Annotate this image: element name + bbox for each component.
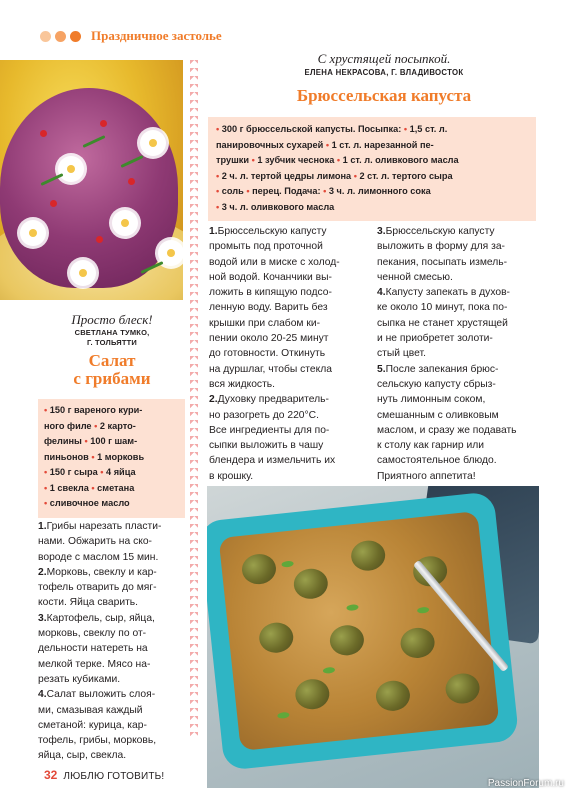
brussels-photo	[207, 486, 539, 788]
step-line: ке около 10 минут, пока по-	[377, 302, 508, 314]
column-divider	[190, 60, 198, 740]
step-line: морковь, свеклу по от-	[38, 628, 147, 640]
step-line: к столу как гарнир или	[377, 440, 484, 452]
bullet-icon: •	[251, 155, 255, 165]
berry-decoration	[100, 120, 107, 127]
step-line: вся жидкость.	[209, 378, 276, 390]
step-line: резать кубиками.	[38, 673, 121, 685]
header-dot-3	[70, 31, 81, 42]
step-line: Приятного аппетита!	[377, 470, 476, 482]
brussels-tagline: С хрустящей посыпкой.	[317, 51, 451, 66]
brussels-ingredients	[208, 117, 536, 221]
salad-tagline: Просто блеск!	[71, 312, 153, 327]
step-line: крышки при слабом ки-	[209, 317, 321, 329]
step-number: 1.	[38, 521, 47, 532]
ingredient-line: • 2 ч. л. тертой цедры лимона • 2 ст. л. тертого сыра	[216, 170, 453, 181]
sprout-shape	[374, 679, 411, 712]
bullet-icon: •	[94, 420, 98, 431]
step-line: кости. Яйца сварить.	[38, 597, 139, 609]
bullet-icon: •	[353, 170, 357, 181]
step-line: в крошку.	[209, 470, 254, 482]
bullet-icon: •	[44, 482, 48, 493]
step-line: нами. Обжарить на ско-	[38, 536, 152, 548]
step-number: 3.	[38, 612, 47, 624]
sprout-shape	[399, 626, 436, 659]
step-line: стый цвет.	[377, 348, 426, 360]
bullet-icon: •	[216, 201, 220, 212]
salad-title-line2: с грибами	[73, 369, 151, 388]
page-footer	[44, 768, 164, 782]
step-line: до готовности. Откинуть	[209, 348, 326, 360]
salad-dome-shape	[0, 88, 178, 288]
step-line: Капусту запекать в духов-	[385, 287, 510, 299]
step-line: и не приобретет золоти-	[377, 333, 493, 345]
step-line: смешанным с оливковым	[377, 409, 499, 421]
salad-author-city: Г. ТОЛЬЯТТИ	[86, 338, 138, 347]
bullet-icon: •	[216, 186, 220, 196]
ingredient-line: пиньонов • 1 морковь	[44, 451, 145, 462]
bullet-icon: •	[91, 482, 95, 493]
herb-leaf	[281, 560, 294, 567]
ingredient-line: • 150 г вареного кури-	[44, 405, 143, 415]
step-line: яйца, сыр, свекла.	[38, 750, 127, 762]
step-line: тофель отварить до мяг-	[38, 582, 157, 594]
step	[209, 392, 369, 407]
egg-flower-decoration	[20, 220, 46, 246]
bullet-icon: •	[216, 124, 220, 134]
section-title: Праздничное застолье	[91, 28, 222, 43]
bullet-icon: •	[44, 498, 48, 508]
ingredient-line: панировочных сухарей • 1 ст. л. нарезанной пе-	[216, 139, 434, 150]
bullet-icon: •	[246, 186, 250, 196]
bullet-icon: •	[44, 405, 48, 415]
herb-leaf	[346, 604, 359, 611]
step	[377, 362, 537, 377]
step-number: 2.	[209, 394, 218, 406]
step	[38, 565, 186, 580]
sprout-shape	[294, 678, 331, 711]
sprout-shape	[292, 567, 329, 600]
step-line: самостоятельное блюдо.	[377, 455, 497, 467]
step-line: сельскую капусту сбрыз-	[377, 378, 496, 390]
berry-decoration	[50, 200, 57, 207]
salad-ingredients	[38, 399, 185, 518]
header-dot-1	[40, 31, 51, 42]
step	[377, 224, 537, 239]
step-line: но разогреть до 220°С.	[209, 409, 319, 421]
sprout-shape	[328, 624, 365, 657]
sprout-shape	[258, 621, 295, 654]
berry-decoration	[40, 130, 47, 137]
step-line: Морковь, свеклу и кар-	[46, 566, 157, 578]
ingredient-line: трушки • 1 зубчик чеснока • 1 ст. л. оливкового масла	[216, 155, 459, 165]
ingredient-line: ного филе • 2 карто-	[44, 420, 136, 431]
bullet-icon: •	[403, 124, 408, 134]
step-line: пекания, посыпать измель-	[377, 256, 508, 268]
brussels-steps-col1	[209, 224, 369, 484]
step-line: мелкой терке. Мясо на-	[38, 658, 151, 670]
step-line: сыпки выложить в чашу	[209, 440, 324, 452]
step-number: 1.	[209, 226, 218, 237]
step-line: тофель, грибы, морковь,	[38, 735, 157, 747]
salad-title	[38, 352, 186, 388]
step-line: Грибы нарезать пласти-	[46, 521, 162, 532]
step-line: ложить в кипящую подсо-	[209, 287, 332, 299]
bullet-icon: •	[216, 170, 220, 181]
ingredient-line: • 300 г брюссельской капусты. Посыпка: • 1,5 ст. л.	[216, 124, 448, 134]
step-line: дельности натереть на	[38, 643, 148, 655]
step	[38, 611, 186, 626]
brussels-title: Брюссельская капуста	[296, 86, 472, 105]
salad-author-name: СВЕТЛАНА ТУМКО,	[74, 328, 150, 337]
sprout-shape	[241, 552, 278, 585]
salad-steps	[38, 519, 186, 764]
bullet-icon: •	[325, 139, 330, 150]
step-line: После запекания брюс-	[385, 363, 499, 375]
section-header	[40, 26, 222, 46]
dish-contents	[219, 511, 500, 751]
header-dot-2	[55, 31, 66, 42]
step-line: Все ингредиенты для по-	[209, 424, 330, 436]
berry-decoration	[128, 178, 135, 185]
ingredient-line: • соль • перец. Подача: • 3 ч. л. лимонного сока	[216, 186, 431, 196]
step-number: 5.	[377, 363, 386, 375]
step-number: 3.	[377, 226, 386, 237]
egg-flower-decoration	[112, 210, 138, 236]
step-line: сметаной: курица, кар-	[38, 719, 147, 731]
step	[377, 285, 537, 300]
salad-author	[38, 328, 186, 348]
step-number: 2.	[38, 566, 47, 578]
step	[38, 687, 186, 702]
step-line: вороде с маслом 15 мин.	[38, 551, 159, 563]
step-line: на дуршлаг, чтобы стекла	[209, 363, 332, 375]
step-line: Брюссельскую капусту	[385, 226, 495, 237]
ingredient-line: • 3 ч. л. оливкового масла	[216, 201, 335, 212]
ingredient-line: фелины • 100 г шам-	[44, 436, 138, 446]
step-line: Брюссельскую капусту	[217, 226, 327, 237]
step-line: водой или в миске с холод-	[209, 256, 340, 268]
bullet-icon: •	[84, 436, 88, 446]
step-line: Духовку предваритель-	[217, 394, 329, 406]
ingredient-line: • сливочное масло	[44, 498, 130, 508]
egg-flower-decoration	[58, 156, 84, 182]
berry-decoration	[96, 236, 103, 243]
step-line: ленную воду. Варить без	[209, 302, 328, 314]
step	[209, 224, 369, 239]
egg-flower-decoration	[140, 130, 166, 156]
step-line: блендера и измельчить их	[209, 455, 336, 467]
step-line: маслом, и сразу же подавать	[377, 424, 517, 436]
bullet-icon: •	[100, 467, 104, 477]
step-line: сыпка не станет хрустящей	[377, 317, 508, 329]
step-line: Картофель, сыр, яйца,	[46, 612, 155, 624]
bullet-icon: •	[323, 186, 327, 196]
sprout-shape	[444, 672, 481, 705]
step-line: выложить в форму для за-	[377, 241, 505, 253]
salad-photo	[0, 60, 183, 300]
bullet-icon: •	[91, 451, 95, 462]
salad-title-line1: Салат	[88, 351, 136, 370]
bullet-icon: •	[336, 155, 341, 165]
egg-flower-decoration	[70, 260, 96, 286]
herb-leaf	[323, 667, 336, 674]
step	[38, 519, 186, 534]
watermark: PassionForum.ru	[487, 778, 564, 789]
magazine-name: ЛЮБЛЮ ГОТОВИТЬ!	[63, 771, 165, 782]
step-line: пении около 20-25 минут	[209, 333, 329, 345]
herb-leaf	[277, 712, 290, 719]
herb-leaf	[417, 607, 430, 614]
bullet-icon: •	[44, 467, 48, 477]
page-number: 32	[44, 768, 58, 782]
brussels-steps-col2	[377, 224, 537, 484]
step-line: нуть лимонным соком,	[377, 394, 486, 406]
step-line: промыть под проточной	[209, 241, 323, 253]
step-line: ченной смесью.	[377, 271, 453, 283]
step-line: Салат выложить слоя-	[46, 689, 156, 701]
ingredient-line: • 1 свекла • сметана	[44, 482, 135, 493]
sprout-shape	[350, 539, 387, 572]
step-line: ми, смазывая каждый	[38, 704, 143, 716]
step-number: 4.	[377, 287, 386, 299]
ingredient-line: • 150 г сыра • 4 яйца	[44, 467, 136, 477]
step-line: ной водой. Кочанчики вы-	[209, 271, 332, 283]
brussels-author: ЕЛЕНА НЕКРАСОВА, Г. ВЛАДИВОСТОК	[304, 68, 464, 77]
step-number: 4.	[38, 689, 47, 701]
